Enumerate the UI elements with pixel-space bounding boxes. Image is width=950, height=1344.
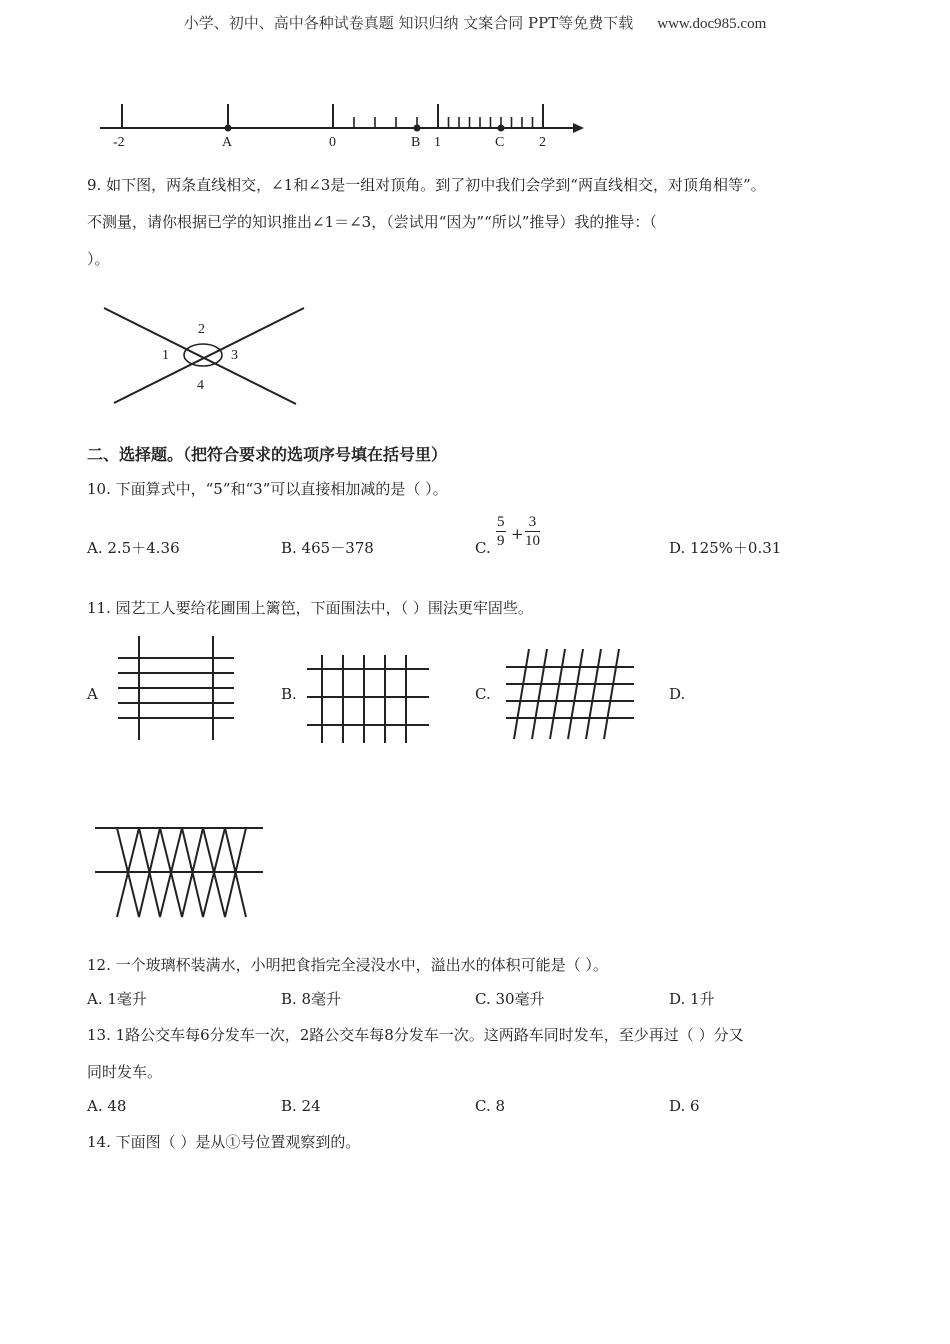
q10-stem: 10. 下面算式中，“5”和“3”可以直接相加减的是（ ）。 bbox=[87, 480, 448, 498]
q11-option-d: D. bbox=[669, 685, 686, 703]
q12-option-b: B. 8毫升 bbox=[281, 990, 342, 1008]
header-site: www.doc985.com bbox=[657, 16, 767, 32]
nl-label-0: 0 bbox=[329, 135, 336, 150]
q10-frac1-num: 5 bbox=[497, 514, 505, 530]
q13-option-d: D. 6 bbox=[669, 1097, 700, 1115]
q10-frac2-den: 10 bbox=[525, 533, 540, 549]
q11-stem: 11. 园艺工人要给花圃围上篱笆，下面围法中，（ ）围法更牢固些。 bbox=[87, 599, 533, 617]
q13-option-b: B. 24 bbox=[281, 1097, 321, 1115]
q10-frac2-num: 3 bbox=[525, 513, 540, 532]
q13-line1: 13. 1路公交车每6分发车一次，2路公交车每8分发车一次。这两路车同时发车，至少再过（ ）分又 bbox=[87, 1026, 744, 1044]
q13-option-a: A. 48 bbox=[87, 1097, 127, 1115]
angle-label-4: 4 bbox=[197, 378, 204, 393]
q12-option-a: A. 1毫升 bbox=[87, 990, 147, 1008]
q10-option-c-prefix: C. bbox=[475, 539, 491, 557]
q10-option-a: A. 2.5＋4.36 bbox=[87, 539, 180, 557]
q10-plus: + bbox=[511, 525, 524, 543]
nl-label-1: 1 bbox=[434, 135, 441, 150]
nl-label-2: 2 bbox=[539, 135, 546, 150]
nl-label-c: C bbox=[495, 135, 505, 150]
q14-stem: 14. 下面图（ ）是从①号位置观察到的。 bbox=[87, 1133, 361, 1151]
q10-frac1-den: 9 bbox=[497, 533, 505, 549]
q12-stem: 12. 一个玻璃杯装满水，小明把食指完全浸没水中，溢出水的体积可能是（ ）。 bbox=[87, 956, 608, 974]
nl-label-b: B bbox=[411, 135, 421, 150]
q10-option-b: B. 465－378 bbox=[281, 539, 374, 557]
q13-option-c: C. 8 bbox=[475, 1097, 506, 1115]
nl-label-a: A bbox=[222, 135, 233, 150]
q10-option-d: D. 125%＋0.31 bbox=[669, 539, 782, 557]
q9-line3: ）。 bbox=[87, 250, 110, 268]
section-2-title: 二、选择题。（把符合要求的选项序号填在括号里） bbox=[87, 445, 448, 464]
header-text: 小学、初中、高中各种试卷真题 知识归纳 文案合同 PPT等免费下载 bbox=[183, 14, 634, 32]
q9-line1: 9. 如下图，两条直线相交，∠1和∠3是一组对顶角。到了初中我们会学到“两直线相交，对顶角相等”。 bbox=[87, 176, 766, 194]
q9-line2: 不测量，请你根据已学的知识推出∠1＝∠3，（尝试用“因为”“所以”推导）我的推导：（ bbox=[87, 213, 657, 231]
nl-label-neg2: -2 bbox=[113, 135, 125, 150]
q12-option-c: C. 30毫升 bbox=[475, 990, 545, 1008]
angle-label-1: 1 bbox=[162, 348, 169, 363]
angle-label-3: 3 bbox=[231, 348, 238, 363]
q13-line2: 同时发车。 bbox=[87, 1063, 163, 1081]
q11-option-b: B. bbox=[281, 685, 297, 703]
q12-option-d: D. 1升 bbox=[669, 990, 715, 1008]
q11-option-c: C. bbox=[475, 685, 491, 703]
angle-label-2: 2 bbox=[198, 322, 205, 337]
q11-option-a: A bbox=[87, 685, 98, 703]
